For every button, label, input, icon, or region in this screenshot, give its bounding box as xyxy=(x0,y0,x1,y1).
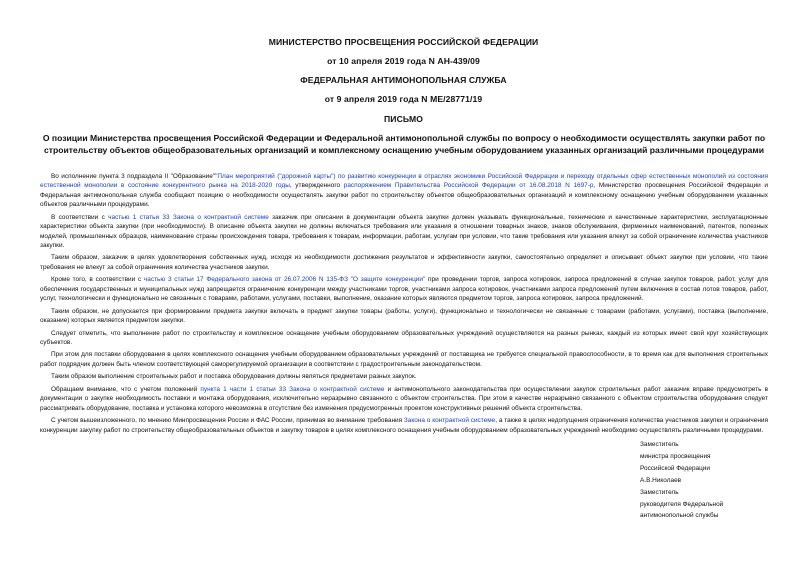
paragraph xyxy=(40,172,768,210)
hyperlink[interactable]: "План мероприятий ("дорожной карты") по развитию конкуренции в отраслях экономики Российской Федерации и переходу отдельных сфер естественных монополий из состояния естественной монополии в состояние конкурентного рынка на 2018-2020 годы xyxy=(40,173,768,190)
agency-date: от 9 апреля 2019 года N МЕ/28771/19 xyxy=(324,94,483,104)
paragraph-text: заказчик при описании в документации объекта закупки должен указывать функциональные, технические и качественные характеристики, эксплуатационные характеристики объекта закупки (при необходимости). В описание объекта закупки не должны включаться требования или указания в отношении товарных знаков, знаков обслуживания, фирменных наименований, патентов, полезных моделей, промышленных образцов, наименование страны происхождения товара, требования к товарам, информации, работам, услугам при условии, что такие требования или указания влекут за собой ограничение количества участников закупки. xyxy=(40,213,768,249)
signature-line: Заместитель xyxy=(640,488,679,496)
paragraph xyxy=(40,385,768,413)
letter-body xyxy=(40,172,768,438)
paragraph-text: С учетом вышеизложенного, по мнению Минпросвещения России и ФАС России, принимая во внимание требования xyxy=(51,417,404,425)
signature-line: министра просвещения xyxy=(640,452,711,460)
document-type: ПИСЬМО xyxy=(384,114,423,124)
paragraph-text: Кроме того, в соответствии с xyxy=(51,276,144,284)
paragraph-text: Обращаем внимание, что с учетом положений xyxy=(51,385,201,393)
paragraph-text: В соответствии с xyxy=(51,213,109,221)
hyperlink[interactable]: частью 1 статьи 33 Закона о контрактной системе xyxy=(108,213,269,221)
paragraph-text: и антимонопольного законодательства при осуществлении закупок строительных работ заказчик вправе предусмотреть в документации о закупке необходимость поставки и монтажа оборудования, исключительно неразрывно связанного с объектом строительства. При этом в качестве неразрывно связанного с объектом строительства оборудования следует рассматривать оборудование, поставка и установка которого невозможна в отсутствие без изменения предусмотренных проектом конструктивных решений объекта строительства. xyxy=(40,385,769,412)
signature-block xyxy=(640,439,805,522)
hyperlink[interactable]: распоряжением Правительства Российской Федерации от 16.08.2018 N 1697-р xyxy=(343,182,594,190)
signature-line: антимонопольной службы xyxy=(640,512,719,520)
ministry-date: от 10 апреля 2019 года N АН-439/09 xyxy=(327,56,480,66)
hyperlink[interactable]: пункта 1 части 1 статьи 33 Закона о контрактной системе xyxy=(200,385,385,393)
paragraph-text: , а также в целях недопущения ограничения количества участников закупки и ограничения конкуренции закупку работ по строительству общеобразовательных объектов и закупку товаров в целях комплексного оснащения учебным оборудованием образовательных учреждений необходимо осуществлять различными процедурами. xyxy=(40,417,768,434)
paragraph xyxy=(40,213,768,251)
paragraph xyxy=(40,416,768,435)
signature-line: руководителя Федеральной xyxy=(640,500,724,508)
paragraph-text: при проведении торгов, запроса котировок, запроса предложений в случае закупок товаров, работ, услуг для обеспечения государственных и муниципальных нужд запрещается ограничение конкуренции между участниками торгов, участниками запроса котировок, участниками запроса предложений путем включения в состав лотов товаров, работ, услуг, технологически и функционально не связанных с товарами, работами, услугами, поставки, выполнение, оказание которых являются предметом торгов, запроса котировок, запроса предложений. xyxy=(40,276,769,303)
paragraph: Таким образом, не допускается при формировании предмета закупки включать в предмет закупки товары (работы, услуги), функционально и технологически не связанные с товарами (работами, услугами), поставка (выполнение, оказание) которых является предметом закупки. xyxy=(40,307,768,325)
paragraph: Таким образом выполнение строительных работ и поставка оборудования должны являться предметами разных закупок. xyxy=(51,373,417,381)
paragraph: При этом для поставки оборудования в целях комплексного оснащения учебным оборудованием образовательных учреждений от поставщика не требуется специальной правоспособности, в то время как для выполнения строительных работ подрядчик должен быть членом соответствующей саморегулируемой организации в соответствии с градостроительным законодательством. xyxy=(40,351,768,368)
signature-line: Российской Федерации xyxy=(640,464,711,472)
hyperlink[interactable]: Закона о контрактной системе xyxy=(403,417,496,425)
paragraph-text: Во исполнение пункта 3 подраздела II "Образование" xyxy=(51,173,216,180)
paragraph-text: , утвержденного xyxy=(289,182,344,190)
paragraph xyxy=(40,275,768,303)
letter-subject: О позиции Министерства просвещения Российской Федерации и Федеральной антимонопольной службы по вопросу о необходимости осуществлять закупки работ по строительству объектов общеобразовательных организаций и комплексному оснащению учебным оборудованием указанных организаций различными процедурами xyxy=(42,133,766,155)
signature-line: Заместитель xyxy=(640,441,679,448)
paragraph: Следует отметить, что выполнение работ по строительству и комплексное оснащение учебным оборудованием образовательных учреждений осуществляется на разных рынках, каждый из которых имеет свой круг хозяйствующих субъектов. xyxy=(40,329,768,346)
paragraph-text: , Министерство просвещения Российской Федерации и Федеральная антимонопольная служба сообщают позицию о необходимости осуществлять закупки работ по строительству объектов общеобразовательных организаций и комплексному оснащению учебным оборудованием указанных объектов различными процедурами. xyxy=(40,182,769,209)
paragraph: Таким образом, заказчик в целях удовлетворения собственных нужд, исходя из необходимости достижения результатов и эффективности закупки, самостоятельно определяет и описывает объект закупки при условии, что такие требования не влекут за собой ограничения количества участников закупки. xyxy=(40,254,768,271)
agency-heading: ФЕДЕРАЛЬНАЯ АНТИМОНОПОЛЬНАЯ СЛУЖБА xyxy=(300,75,507,85)
hyperlink[interactable]: частью 3 статьи 17 Федерального закона от 26.07.2006 N 135-ФЗ "О защите конкуренции" xyxy=(143,276,426,284)
signature-line: А.В.Николаев xyxy=(640,476,682,484)
ministry-heading: МИНИСТЕРСТВО ПРОСВЕЩЕНИЯ РОССИЙСКОЙ ФЕДЕРАЦИИ xyxy=(268,37,539,47)
